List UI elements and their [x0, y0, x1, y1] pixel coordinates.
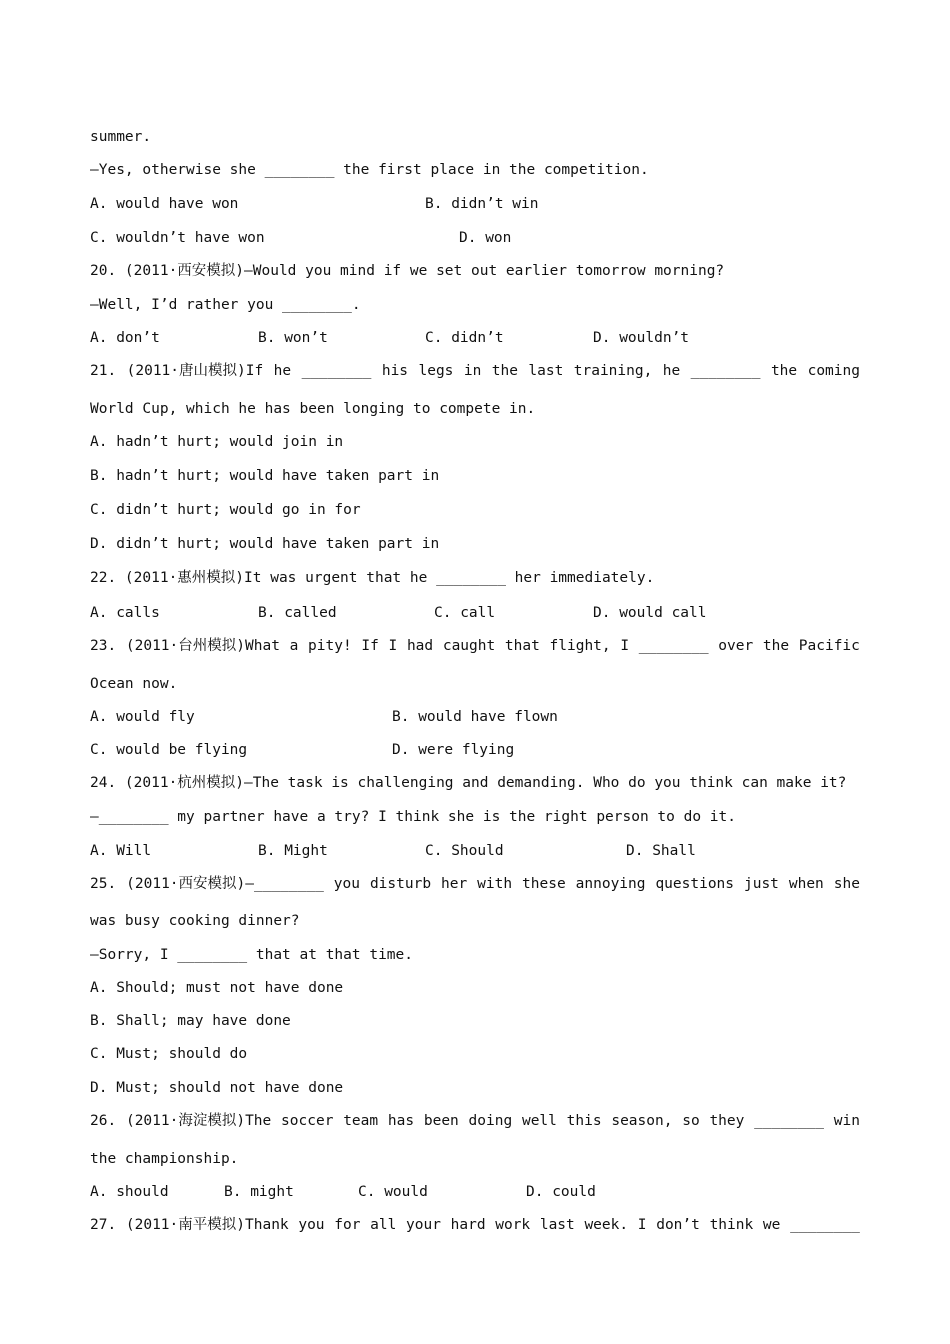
q23-option-b: B. would have flown — [392, 709, 558, 725]
q27-stem-word: hard — [450, 1217, 486, 1233]
q27-stem-word: don’t — [656, 1217, 700, 1233]
q26-blank: ________ — [754, 1113, 824, 1129]
q21-stem-word: legs — [418, 363, 454, 379]
q26-option-c: C. would — [358, 1184, 428, 1200]
q20-stem: 20. (2011·西安模拟)—Would you mind if we set out earlier tomorrow morning? — [90, 263, 725, 279]
q25-stem-word: when — [788, 876, 824, 892]
q24-option-a: A. Will — [90, 843, 152, 859]
q27-stem-word: think — [709, 1217, 754, 1233]
q23-stem-word: a — [289, 638, 299, 654]
q22-option-c: C. call — [434, 605, 496, 621]
q21-stem-word: his — [381, 363, 409, 379]
q27-stem-word: last — [539, 1217, 575, 1233]
q21-stem-word: (2011·唐山模拟)If — [126, 363, 264, 379]
q25-stem-word: these — [522, 876, 566, 892]
q24-option-b: B. Might — [258, 843, 328, 859]
q24-stem: 24. (2011·杭州模拟)—The task is challenging and demanding. Who do you think can make it? — [90, 775, 847, 791]
q25-option-c: C. Must; should do — [90, 1046, 248, 1062]
q19-stem-continuation: summer. — [90, 129, 152, 145]
q19-option-d: D. won — [459, 230, 512, 246]
q23-stem-word: (2011·台州模拟)What — [125, 638, 280, 654]
q21-stem-word: he — [662, 363, 681, 379]
q22-option-a: A. calls — [90, 605, 160, 621]
q26-stem-word: they — [709, 1113, 745, 1129]
q25-stem-word: you — [333, 876, 360, 892]
q26-stem-word: season, — [611, 1113, 673, 1129]
q25-option-b: B. Shall; may have done — [90, 1013, 291, 1029]
q26-stem-word: well — [521, 1113, 557, 1129]
q21-option-c: C. didn’t hurt; would go in for — [90, 502, 361, 518]
q23-stem-word: over — [718, 638, 754, 654]
q23-stem-word: If — [361, 638, 379, 654]
q26-stem-word: team — [343, 1113, 379, 1129]
q20-option-a: A. don’t — [90, 330, 160, 346]
q25-stem-word: annoying — [575, 876, 646, 892]
q26-stem-word: been — [423, 1113, 459, 1129]
q26-stem-word: 26. — [90, 1113, 117, 1129]
q21-stem-word: training, — [573, 363, 653, 379]
q23-stem-word: had — [406, 638, 434, 654]
q25-stem-word: she — [833, 876, 860, 892]
q19-reply: —Yes, otherwise she ________ the first place in the competition. — [90, 162, 649, 178]
q22-option-d: D. would call — [593, 605, 707, 621]
q23-stem-continuation: Ocean now. — [90, 676, 178, 692]
q26-stem-word: (2011·海淀模拟)The — [125, 1113, 272, 1129]
q21-blank: ________ — [301, 363, 372, 379]
q21-option-b: B. hadn’t hurt; would have taken part in — [90, 468, 440, 484]
q25-reply: —Sorry, I ________ that at that time. — [90, 947, 414, 963]
q19-option-a: A. would have won — [90, 196, 239, 212]
q23-stem-word: I — [388, 638, 398, 654]
q21-option-a: A. hadn’t hurt; would join in — [90, 434, 344, 450]
q23-stem-word: I — [620, 638, 630, 654]
q19-option-b: B. didn’t win — [425, 196, 539, 212]
q21-option-d: D. didn’t hurt; would have taken part in — [90, 536, 440, 552]
q23-stem-word: flight, — [549, 638, 611, 654]
q23-option-c: C. would be flying — [90, 742, 248, 758]
q25-stem-continuation: was busy cooking dinner? — [90, 913, 300, 929]
q27-blank: ________ — [790, 1217, 860, 1233]
q21-stem-word: coming — [807, 363, 860, 379]
q23-option-a: A. would fly — [90, 709, 195, 725]
q26-option-d: D. could — [526, 1184, 596, 1200]
q23-stem-word: Pacific — [798, 638, 860, 654]
q24-option-c: C. Should — [425, 843, 504, 859]
q23-stem-word: caught — [442, 638, 496, 654]
q20-option-d: D. wouldn’t — [593, 330, 690, 346]
q21-stem-word: last — [528, 363, 564, 379]
q23-blank: ________ — [638, 638, 709, 654]
q23-stem-word: 23. — [90, 638, 117, 654]
q22-stem: 22. (2011·惠州模拟)It was urgent that he ________ her immediately. — [90, 570, 655, 586]
q26-stem-word: has — [387, 1113, 415, 1129]
q20-option-c: C. didn’t — [425, 330, 504, 346]
q27-stem-word: I — [637, 1217, 647, 1233]
q25-option-a: A. Should; must not have done — [90, 980, 344, 996]
q26-stem-word: this — [566, 1113, 602, 1129]
q23-option-d: D. were flying — [392, 742, 515, 758]
q25-stem-word: (2011·西安模拟)—________ — [126, 876, 324, 892]
q26-stem — [90, 1112, 860, 1130]
q25-stem — [90, 875, 860, 893]
q23-stem-word: pity! — [308, 638, 352, 654]
q21-stem-word: 21. — [90, 363, 117, 379]
q27-stem-word: (2011·南平模拟)Thank — [125, 1217, 289, 1233]
q25-stem-word: just — [743, 876, 779, 892]
q24-reply: —________ my partner have a try? I think she is the right person to do it. — [90, 809, 737, 825]
q21-stem-word: the — [770, 363, 798, 379]
q27-stem-word: work — [495, 1217, 531, 1233]
q26-stem-word: doing — [468, 1113, 513, 1129]
q21-stem-word: he — [273, 363, 292, 379]
q19-option-c: C. wouldn’t have won — [90, 230, 265, 246]
q26-stem-word: so — [682, 1113, 700, 1129]
q25-stem-word: her — [441, 876, 468, 892]
q21-stem-word: the — [491, 363, 518, 379]
q25-stem-word: disturb — [369, 876, 432, 892]
q22-option-b: B. called — [258, 605, 337, 621]
q23-stem-word: that — [504, 638, 540, 654]
q27-stem-word: 27. — [90, 1217, 117, 1233]
q21-blank: ________ — [690, 363, 761, 379]
q27-stem-word: all — [370, 1217, 397, 1233]
q25-stem-word: with — [477, 876, 513, 892]
q26-stem-word: soccer — [281, 1113, 334, 1129]
q26-option-a: A. should — [90, 1184, 169, 1200]
q24-option-d: D. Shall — [626, 843, 696, 859]
q23-stem — [90, 637, 860, 655]
q25-stem-word: questions — [655, 876, 735, 892]
q25-option-d: D. Must; should not have done — [90, 1080, 344, 1096]
q20-reply: —Well, I’d rather you ________. — [90, 297, 361, 313]
q23-stem-word: the — [762, 638, 790, 654]
q21-stem-word: in — [463, 363, 482, 379]
q27-stem-word: you — [298, 1217, 325, 1233]
q27-stem — [90, 1216, 860, 1234]
q26-stem-word: win — [833, 1113, 860, 1129]
q26-stem-continuation: the championship. — [90, 1151, 239, 1167]
q27-stem-word: for — [334, 1217, 361, 1233]
q20-option-b: B. won’t — [258, 330, 328, 346]
q27-stem-word: week. — [584, 1217, 629, 1233]
q27-stem-word: we — [762, 1217, 781, 1233]
q27-stem-word: your — [406, 1217, 441, 1233]
q25-stem-word: 25. — [90, 876, 117, 892]
q21-stem-continuation: World Cup, which he has been longing to compete in. — [90, 401, 536, 417]
q26-option-b: B. might — [224, 1184, 294, 1200]
q21-stem — [90, 362, 860, 380]
